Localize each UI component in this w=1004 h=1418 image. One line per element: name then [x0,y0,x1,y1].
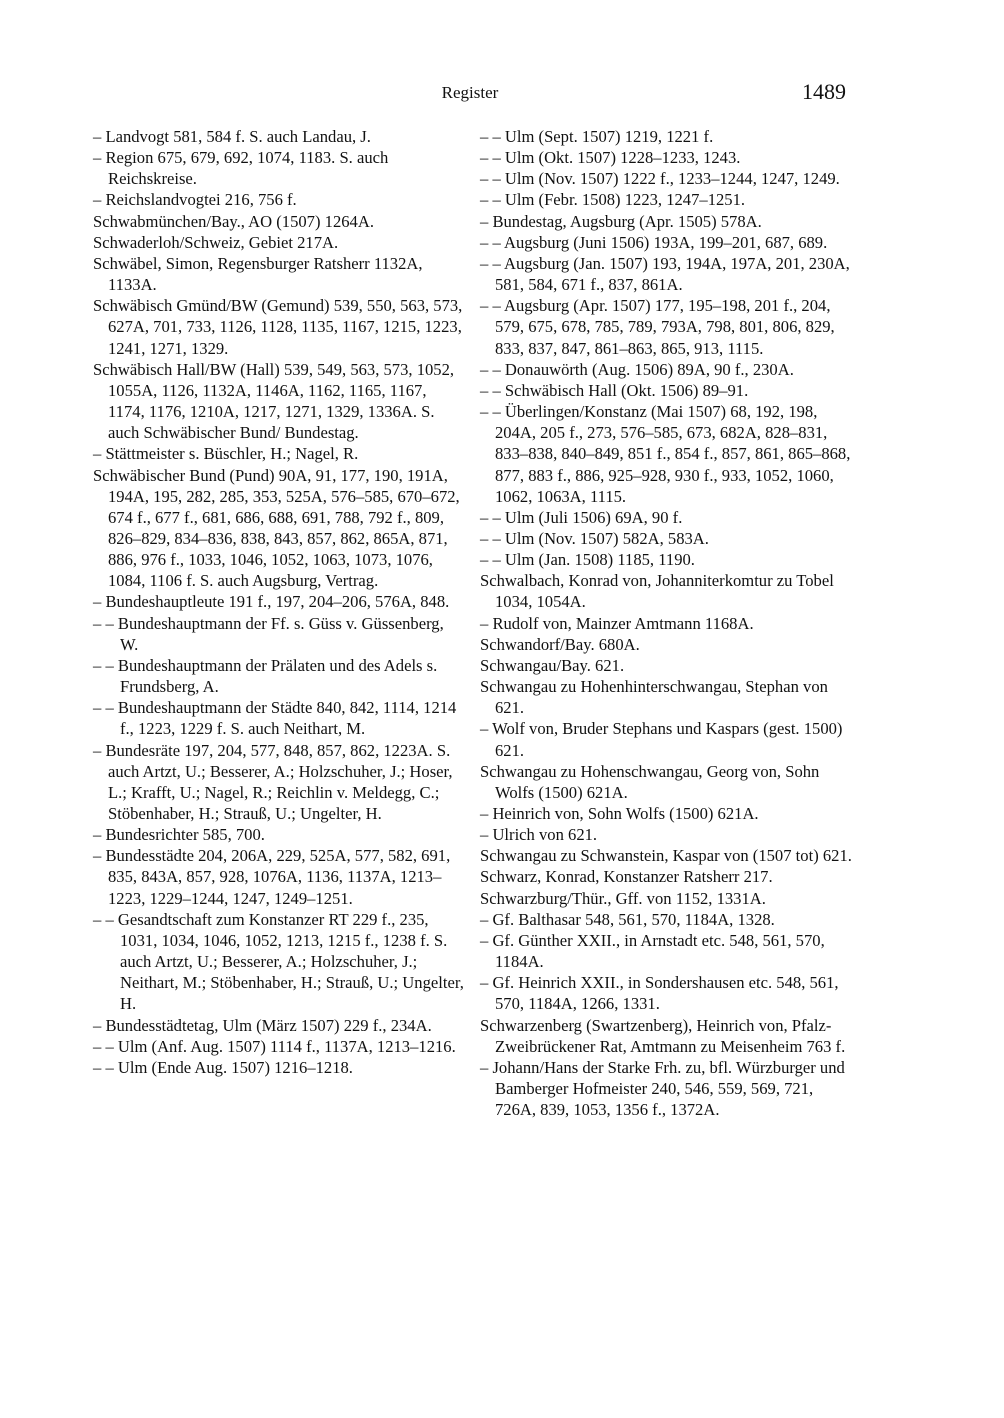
index-entry: Schwäbisch Gmünd/BW (Gemund) 539, 550, 563, 573, 627A, 701, 733, 1126, 1128, 1135, 1167, 1215, 1223, 1241, 1271, 1329. [93,296,463,358]
index-entry: – Rudolf von, Mainzer Amtmann 1168A. [480,613,754,633]
index-entry: Schwaderloh/Schweiz, Gebiet 217A. [93,232,339,252]
index-entry: Schwarz, Konrad, Konstanzer Ratsherr 217. [480,867,773,887]
index-entry: Schwalbach, Konrad von, Johanniterkomtur zu Tobel 1034, 1054A. [480,571,834,612]
page-number: 1489 [802,79,846,104]
index-entry: – – Augsburg (Apr. 1507) 177, 195–198, 201 f., 204, 579, 675, 678, 785, 789, 793A, 798, 801, 806, 829, 833, 837, 847, 861–863, 865, 913, 1115. [480,296,835,358]
index-entry: – Bundesrichter 585, 700. [93,825,265,845]
index-entry: – – Ulm (Jan. 1508) 1185, 1190. [480,550,695,570]
index-entry: – – Ulm (Nov. 1507) 582A, 583A. [480,528,709,548]
index-entry: Schwäbischer Bund (Pund) 90A, 91, 177, 190, 191A, 194A, 195, 282, 285, 353, 525A, 576–585, 670–672, 674 f., 677 f., 681, 686, 688, 691, 788, 792 f., 809, 826–829, 834–836, 838, 843, 857, 862, 865A, 871, 886, 976 f., 1033, 1046, 1052, 1063, 1073, 1076, 1084, 1106 f. S. auch Augsburg, Vertrag. [93,465,460,591]
index-entry: – – Schwäbisch Hall (Okt. 1506) 89–91. [480,380,749,400]
index-entry: Schwäbisch Hall/BW (Hall) 539, 549, 563, 573, 1052, 1055A, 1126, 1132A, 1146A, 1162, 1165, 1167, 1174, 1176, 1210A, 1217, 1271, 1329, 1336A. S. auch Schwäbischer Bund/ Bundestag. [93,359,455,443]
index-entry: Schwangau/Bay. 621. [480,655,625,675]
index-entry: – Ulrich von 621. [480,825,598,845]
index-entry: Schwangau zu Hohenhinterschwangau, Stephan von 621. [480,677,828,718]
index-entry: – Reichslandvogtei 216, 756 f. [93,190,297,210]
index-entry: – Bundesstädte 204, 206A, 229, 525A, 577, 582, 691, 835, 843A, 857, 928, 1076A, 1136, 1137A, 1213–1223, 1229–1244, 1247, 1249–1251. [93,846,451,908]
index-entry: – Bundesräte 197, 204, 577, 848, 857, 862, 1223A. S. auch Artzt, U.; Besserer, A.; Holzschuher, J.; Hoser, L.; Krafft, U.; Nagel, R.; Reichlin v. Meldegg, C.; Stöbenhaber, H.; Strauß, U.; Ungelter, H. [93,740,453,823]
index-entry: – Bundestag, Augsburg (Apr. 1505) 578A. [480,211,762,231]
index-entry: – – Ulm (Anf. Aug. 1507) 1114 f., 1137A, 1213–1216. [93,1036,456,1056]
index-entry: – – Donauwörth (Aug. 1506) 89A, 90 f., 230A. [480,359,794,379]
index-entry: Schwarzburg/Thür., Gff. von 1152, 1331A. [480,888,766,908]
running-header-title: Register [441,83,499,102]
index-entry: Schwäbel, Simon, Regensburger Ratsherr 1132A, 1133A. [93,253,423,295]
index-entry: Schwandorf/Bay. 680A. [480,634,640,654]
index-entry: – – Bundeshauptmann der Ff. s. Güss v. Güssenberg, W. [93,613,444,654]
index-entry: – – Ulm (Nov. 1507) 1222 f., 1233–1244, 1247, 1249. [480,169,840,189]
index-entry: – Region 675, 679, 692, 1074, 1183. S. auch Reichskreise. [93,148,389,189]
index-entry: Schwangau zu Schwanstein, Kaspar von (1507 tot) 621. [480,846,852,866]
index-entry: – Gf. Günther XXII., in Arnstadt etc. 548, 561, 570, 1184A. [480,930,825,972]
index-column-right [480,126,852,1120]
index-entry: – Landvogt 581, 584 f. S. auch Landau, J. [93,127,371,146]
index-entry: – – Gesandtschaft zum Konstanzer RT 229 f., 235, 1031, 1034, 1046, 1052, 1213, 1215 f., 1238 f. S. auch Artzt, U.; Besserer, A.; Holzschuher, J.; Neithart, M.; Stöbenhaber, H.; Strauß, U.; Ungelter, H. [93,909,464,1014]
index-entry: – Gf. Heinrich XXII., in Sondershausen etc. 548, 561, 570, 1184A, 1266, 1331. [480,973,839,1014]
index-entry: – – Bundeshauptmann der Prälaten und des Adels s. Frundsberg, A. [93,655,438,697]
index-entry: – – Augsburg (Juni 1506) 193A, 199–201, 687, 689. [480,232,828,252]
index-entry: – – Ulm (Ende Aug. 1507) 1216–1218. [93,1057,353,1077]
index-entry: – – Ulm (Juli 1506) 69A, 90 f. [480,507,683,527]
index-entry: – Wolf von, Bruder Stephans und Kaspars (gest. 1500) 621. [480,719,843,760]
index-column-left [93,126,465,1078]
index-entry: Schwabmünchen/Bay., AO (1507) 1264A. [93,211,374,231]
index-entry: – – Überlingen/Konstanz (Mai 1507) 68, 192, 198, 204A, 205 f., 273, 576–585, 673, 682A, 828–831, 833–838, 840–849, 851 f., 854 f., 857, 861, 865–868, 877, 883 f., 886, 925–928, 930 f., 933, 1052, 1060, 1062, 1063A, 1115. [480,402,851,506]
index-entry: – Gf. Balthasar 548, 561, 570, 1184A, 1328. [480,909,775,929]
index-entry: Schwangau zu Hohenschwangau, Georg von, Sohn Wolfs (1500) 621A. [480,761,820,802]
index-entry: – – Ulm (Febr. 1508) 1223, 1247–1251. [480,190,746,210]
index-entry: – – Augsburg (Jan. 1507) 193, 194A, 197A, 201, 230A, 581, 584, 671 f., 837, 861A. [480,253,850,295]
index-entry: – Bundeshauptleute 191 f., 197, 204–206, 576A, 848. [93,592,450,612]
index-entry: – – Ulm (Okt. 1507) 1228–1233, 1243. [480,148,741,168]
index-entry: – – Ulm (Sept. 1507) 1219, 1221 f. [480,127,714,146]
index-entry: – Bundesstädtetag, Ulm (März 1507) 229 f., 234A. [93,1015,432,1035]
index-entry: – Johann/Hans der Starke Frh. zu, bfl. Würzburger und Bamberger Hofmeister 240, 546, 559, 569, 721, 726A, 839, 1053, 1356 f., 1372A. [480,1057,845,1120]
index-entry: – Stättmeister s. Büschler, H.; Nagel, R. [93,444,359,464]
index-entry: Schwarzenberg (Swartzenberg), Heinrich von, Pfalz-Zweibrückener Rat, Amtmann zu Meisenheim 763 f. [480,1015,846,1056]
index-entry: – – Bundeshauptmann der Städte 840, 842, 1114, 1214 f., 1223, 1229 f. S. auch Neithart, M. [93,698,457,739]
index-entry: – Heinrich von, Sohn Wolfs (1500) 621A. [480,804,759,823]
